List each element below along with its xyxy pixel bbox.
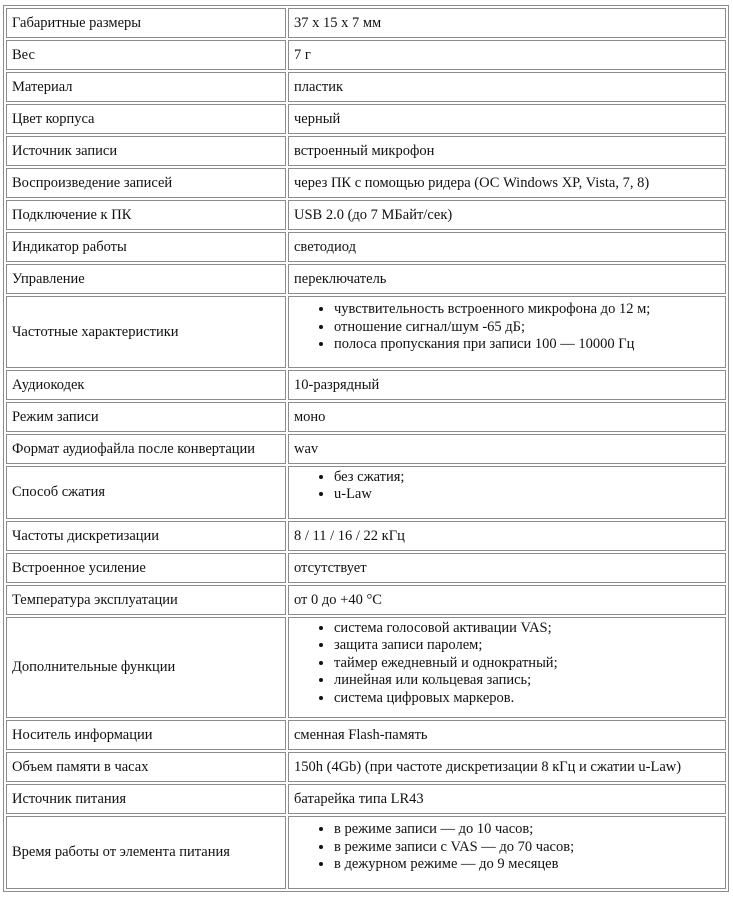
spec-label: Аудиокодек — [6, 370, 286, 400]
table-row — [6, 200, 726, 230]
spec-label: Источник записи — [6, 136, 286, 166]
table-row — [6, 168, 726, 198]
spec-value: 150h (4Gb) (при частоте дискретизации 8 кГц и сжатии u-Law) — [288, 752, 726, 782]
list-item: • система голосовой активации VAS; — [334, 620, 720, 638]
bullet-list — [294, 620, 720, 708]
list-item: • система цифровых маркеров. — [334, 690, 720, 708]
table-row — [6, 72, 726, 102]
spec-value-list — [288, 466, 726, 519]
specs-table — [3, 5, 729, 892]
spec-value: пластик — [288, 72, 726, 102]
table-row — [6, 8, 726, 38]
list-item: • в режиме записи — до 10 часов; — [334, 821, 720, 839]
spec-value: 37 x 15 x 7 мм — [288, 8, 726, 38]
spec-value: сменная Flash-память — [288, 720, 726, 750]
spec-label: Формат аудиофайла после конвертации — [6, 434, 286, 464]
table-row — [6, 370, 726, 400]
spec-label: Способ сжатия — [6, 466, 286, 519]
spec-value: батарейка типа LR43 — [288, 784, 726, 814]
spec-label: Воспроизведение записей — [6, 168, 286, 198]
spec-value: отсутствует — [288, 553, 726, 583]
spec-value: светодиод — [288, 232, 726, 262]
spec-label: Управление — [6, 264, 286, 294]
spec-value: черный — [288, 104, 726, 134]
list-item: • в дежурном режиме — до 9 месяцев — [334, 856, 720, 874]
list-item: • линейная или кольцевая запись; — [334, 672, 720, 690]
spec-label: Режим записи — [6, 402, 286, 432]
table-row — [6, 617, 726, 719]
spec-value-list — [288, 617, 726, 719]
table-row — [6, 402, 726, 432]
list-item: • чувствительность встроенного микрофона до 12 м; — [334, 301, 720, 319]
spec-value: 8 / 11 / 16 / 22 кГц — [288, 521, 726, 551]
spec-label: Дополнительные функции — [6, 617, 286, 719]
spec-label: Габаритные размеры — [6, 8, 286, 38]
spec-label: Частоты дискретизации — [6, 521, 286, 551]
list-item: • защита записи паролем; — [334, 637, 720, 655]
spec-value: 10-разрядный — [288, 370, 726, 400]
table-row — [6, 521, 726, 551]
table-row — [6, 585, 726, 615]
table-row — [6, 720, 726, 750]
spec-label: Материал — [6, 72, 286, 102]
spec-label: Подключение к ПК — [6, 200, 286, 230]
spec-value: wav — [288, 434, 726, 464]
spec-value-list — [288, 296, 726, 368]
table-row — [6, 784, 726, 814]
list-item: • отношение сигнал/шум -65 дБ; — [334, 319, 720, 337]
list-item: • без сжатия; — [334, 469, 720, 487]
spec-value: USB 2.0 (до 7 МБайт/сек) — [288, 200, 726, 230]
table-row — [6, 232, 726, 262]
table-row — [6, 466, 726, 519]
spec-label: Цвет корпуса — [6, 104, 286, 134]
list-item: • в режиме записи с VAS — до 70 часов; — [334, 839, 720, 857]
spec-label: Частотные характеристики — [6, 296, 286, 368]
bullet-list — [294, 821, 720, 874]
spec-label: Встроенное усиление — [6, 553, 286, 583]
spec-label: Объем памяти в часах — [6, 752, 286, 782]
spec-label: Носитель информации — [6, 720, 286, 750]
spec-label: Источник питания — [6, 784, 286, 814]
spec-value: 7 г — [288, 40, 726, 70]
spec-value: моно — [288, 402, 726, 432]
table-row — [6, 752, 726, 782]
list-item: • таймер ежедневный и однократный; — [334, 655, 720, 673]
spec-label: Время работы от элемента питания — [6, 816, 286, 889]
spec-value-list — [288, 816, 726, 889]
spec-label: Индикатор работы — [6, 232, 286, 262]
spec-value: переключатель — [288, 264, 726, 294]
table-row — [6, 264, 726, 294]
list-item: • u-Law — [334, 486, 720, 504]
table-row — [6, 553, 726, 583]
table-row — [6, 40, 726, 70]
spec-label: Температура эксплуатации — [6, 585, 286, 615]
table-row — [6, 434, 726, 464]
spec-value: через ПК с помощью ридера (ОС Windows XP, Vista, 7, 8) — [288, 168, 726, 198]
table-row — [6, 296, 726, 368]
table-row — [6, 104, 726, 134]
spec-value: от 0 до +40 °С — [288, 585, 726, 615]
spec-label: Вес — [6, 40, 286, 70]
table-row — [6, 816, 726, 889]
spec-value: встроенный микрофон — [288, 136, 726, 166]
table-row — [6, 136, 726, 166]
specs-table-wrapper — [3, 5, 729, 892]
bullet-list — [294, 469, 720, 504]
bullet-list — [294, 301, 720, 354]
list-item: • полоса пропускания при записи 100 — 10000 Гц — [334, 336, 720, 354]
